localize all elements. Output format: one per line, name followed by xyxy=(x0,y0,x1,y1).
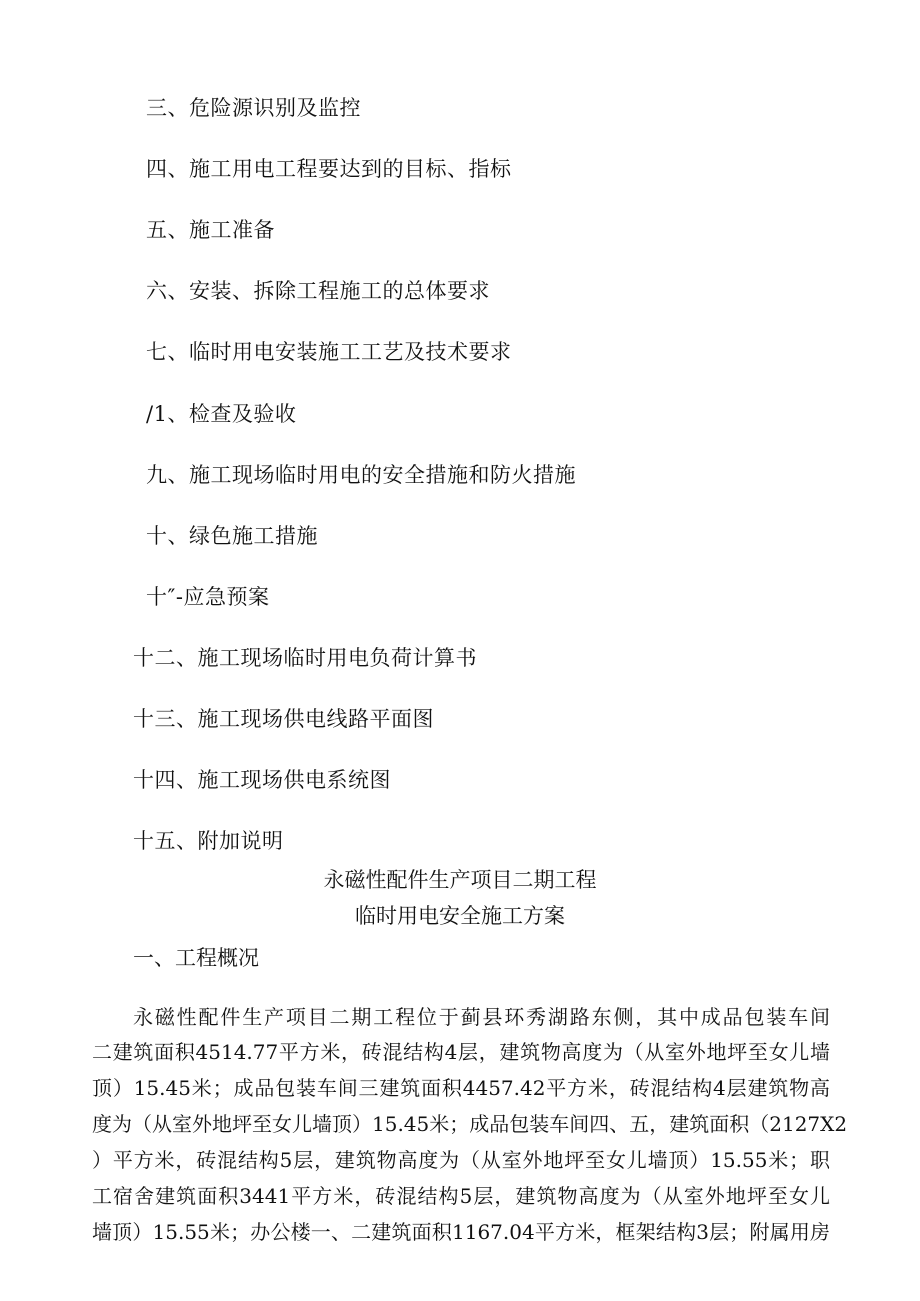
paragraph-line: 永磁性配件生产项目二期工程位于蓟县环秀湖路东侧，其中成品包装车间 xyxy=(133,1005,830,1029)
paragraph-line: ）平方米，砖混结构5层，建筑物高度为（从室外地坪至女儿墙顶）15.55米；职 xyxy=(92,1148,830,1172)
toc-item-12: 十二、施工现场临时用电负荷计算书 xyxy=(133,646,477,670)
toc-item-8: /1、检查及验收 xyxy=(146,402,297,426)
toc-item-5: 五、施工准备 xyxy=(146,218,275,242)
document-title: 永磁性配件生产项目二期工程 xyxy=(323,868,597,892)
toc-item-13: 十三、施工现场供电线路平面图 xyxy=(133,707,434,731)
document-subtitle: 临时用电安全施工方案 xyxy=(355,904,565,928)
toc-item-11: 十″-应急预案 xyxy=(146,585,270,609)
paragraph-line: 度为（从室外地坪至女儿墙顶）15.45米；成品包装车间四、五，建筑面积（2127X2 xyxy=(92,1112,848,1136)
toc-item-7: 七、临时用电安装施工工艺及技术要求 xyxy=(146,340,512,364)
toc-item-10: 十、绿色施工措施 xyxy=(146,524,318,548)
paragraph-line: 墙顶）15.55米；办公楼一、二建筑面积1167.04平方米，框架结构3层；附属用房 xyxy=(92,1220,830,1244)
toc-item-6: 六、安装、拆除工程施工的总体要求 xyxy=(146,279,490,303)
toc-item-9: 九、施工现场临时用电的安全措施和防火措施 xyxy=(146,463,576,487)
paragraph-line: 工宿舍建筑面积3441平方米，砖混结构5层，建筑物高度为（从室外地坪至女儿 xyxy=(92,1184,830,1208)
toc-item-14: 十四、施工现场供电系统图 xyxy=(133,768,391,792)
toc-item-3: 三、危险源识别及监控 xyxy=(146,96,361,120)
paragraph-line: 二建筑面积4514.77平方米，砖混结构4层，建筑物高度为（从室外地坪至女儿墙 xyxy=(92,1040,830,1064)
toc-item-15: 十五、附加说明 xyxy=(133,829,284,853)
section-heading: 一、工程概况 xyxy=(133,946,259,970)
toc-item-4: 四、施工用电工程要达到的目标、指标 xyxy=(146,157,512,181)
paragraph-line: 顶）15.45米；成品包装车间三建筑面积4457.42平方米，砖混结构4层建筑物高 xyxy=(92,1076,830,1100)
